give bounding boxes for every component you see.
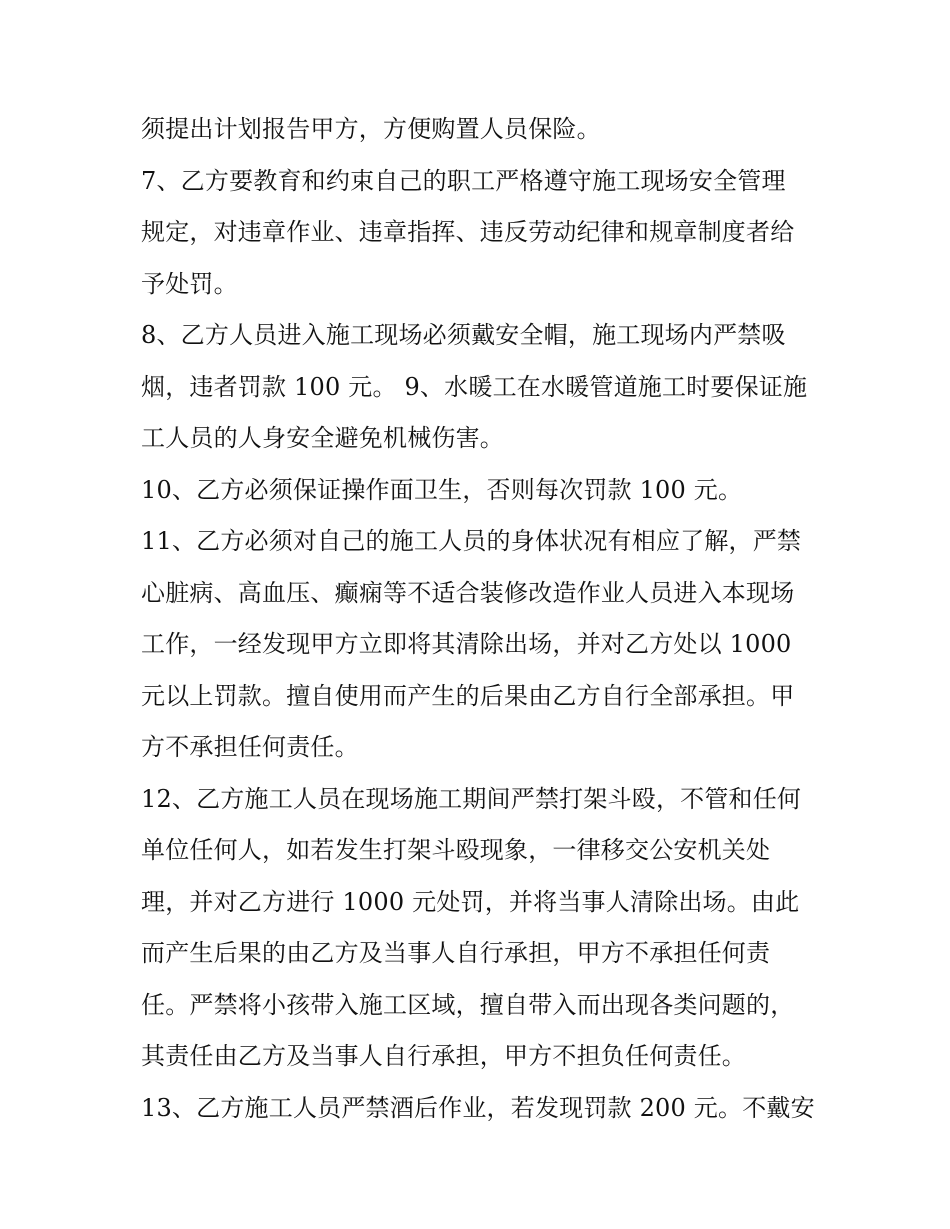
text-line: 单位任何人，如若发生打架斗殴现象，一律移交公安机关处 bbox=[141, 836, 771, 864]
text-line: 7、乙方要教育和约束自己的职工严格遵守施工现场安全管理 bbox=[141, 166, 786, 195]
text-line: 11、乙方必须对自己的施工人员的身体状况有相应了解，严禁 bbox=[141, 527, 802, 555]
text-line: 任。严禁将小孩带入施工区域，擅自带入而出现各类问题的， bbox=[141, 990, 795, 1019]
text-line: 8、乙方人员进入施工现场必须戴安全帽，施工现场内严禁吸 bbox=[141, 321, 786, 349]
text-line: 须提出计划报告甲方，方便购置人员保险。 bbox=[141, 115, 601, 143]
text-line: 予处罚。 bbox=[141, 269, 238, 298]
text-line: 心脏病、高血压、癫痫等不适合装修改造作业人员进入本现场 bbox=[141, 578, 795, 607]
text-line: 13、乙方施工人员严禁酒后作业，若发现罚款 200 元。不戴安 bbox=[141, 1093, 815, 1122]
text-line: 其责任由乙方及当事人自行承担，甲方不担负任何责任。 bbox=[141, 1042, 746, 1070]
text-line: 12、乙方施工人员在现场施工期间严禁打架斗殴，不管和任何 bbox=[141, 784, 802, 813]
text-line: 工人员的人身安全避免机械伤害。 bbox=[141, 424, 504, 452]
text-line: 元以上罚款。擅自使用而产生的后果由乙方自行全部承担。甲 bbox=[141, 681, 795, 710]
text-line: 工作，一经发现甲方立即将其清除出场，并对乙方处以 1000 bbox=[141, 630, 792, 658]
text-line: 方不承担任何责任。 bbox=[141, 733, 359, 761]
text-line: 烟，违者罚款 100 元。 9、水暖工在水暖管道施工时要保证施 bbox=[141, 372, 808, 401]
text-line: 规定，对违章作业、违章指挥、违反劳动纪律和规章制度者给 bbox=[141, 218, 795, 246]
text-line: 而产生后果的由乙方及当事人自行承担，甲方不承担任何责 bbox=[141, 939, 771, 967]
text-line: 理，并对乙方进行 1000 元处罚，并将当事人清除出场。由此 bbox=[141, 887, 800, 916]
text-line: 10、乙方必须保证操作面卫生，否则每次罚款 100 元。 bbox=[141, 475, 743, 504]
document-body bbox=[141, 104, 821, 1134]
